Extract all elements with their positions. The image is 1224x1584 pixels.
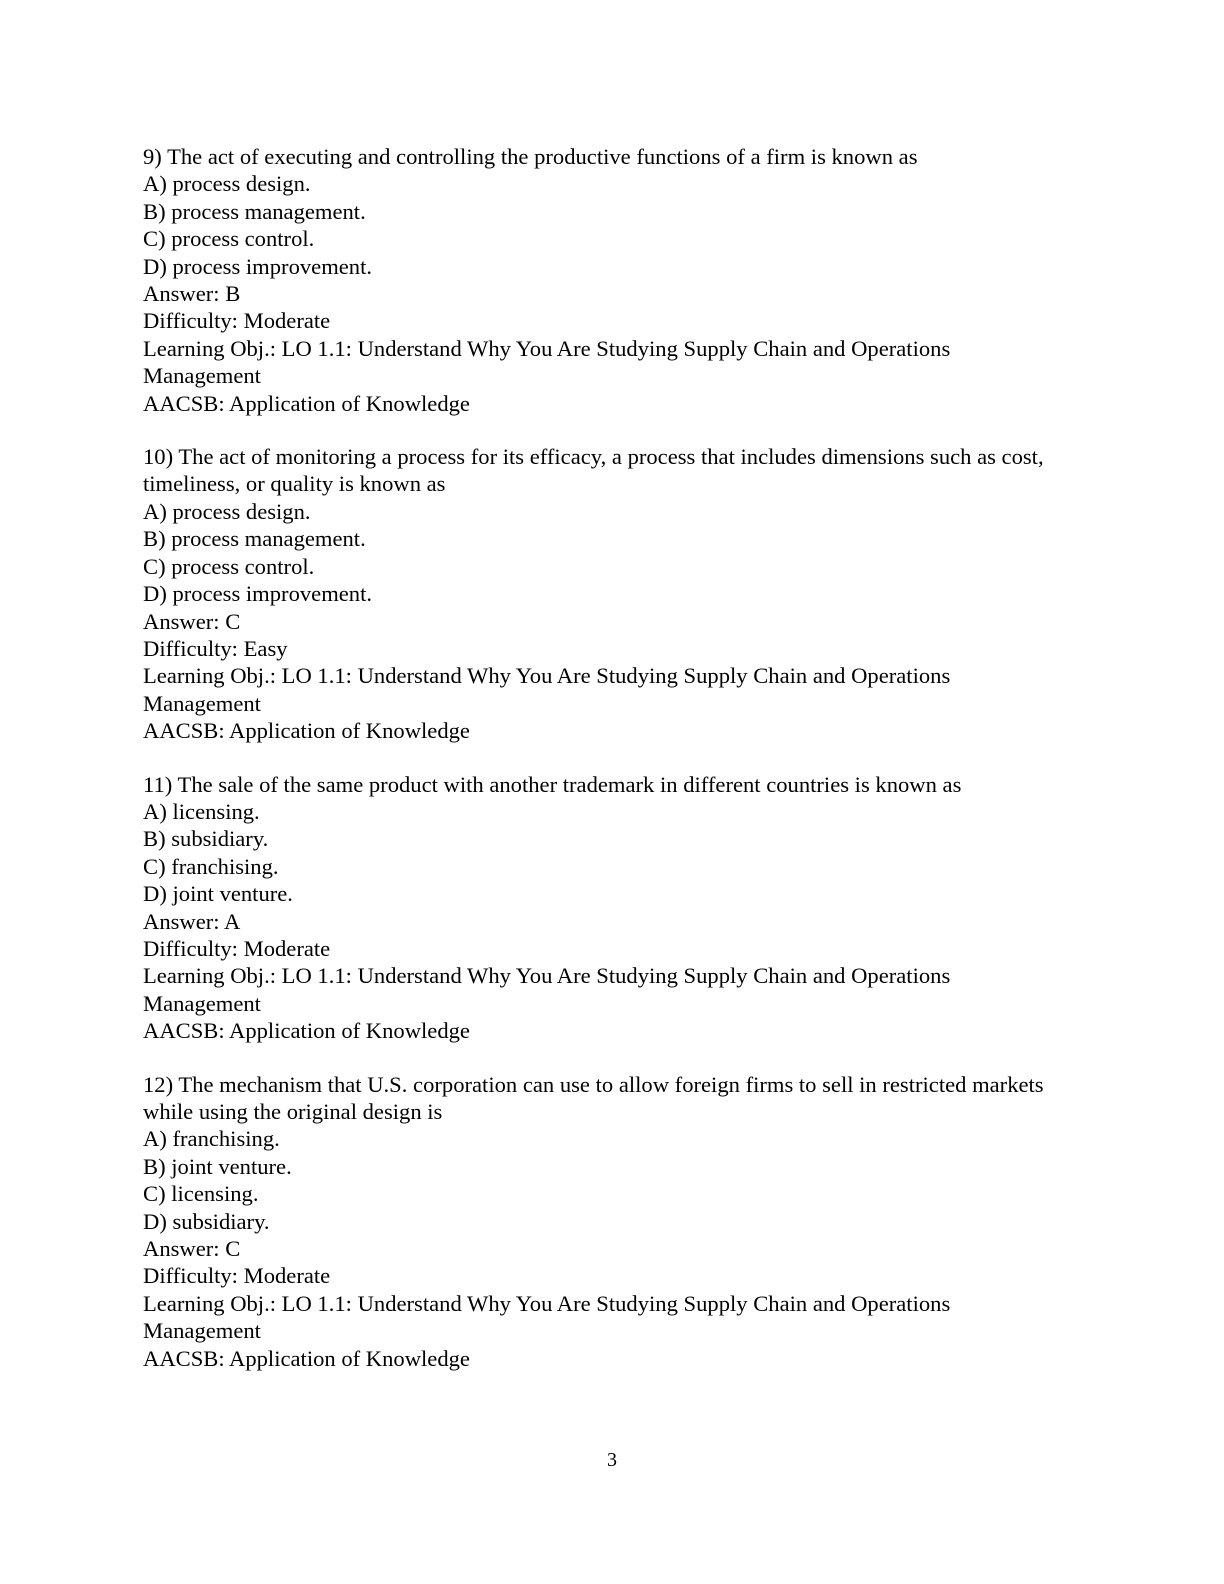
question-number: 10) — [143, 444, 174, 470]
question-text: The act of executing and controlling the productive functions of a firm is known as — [167, 144, 918, 169]
option-c: C) franchising. — [143, 853, 279, 879]
question-10 — [143, 443, 1063, 744]
option-d: D) subsidiary. — [143, 1208, 270, 1234]
option-b: B) subsidiary. — [143, 826, 269, 852]
question-list — [143, 143, 1063, 1398]
option-a: A) franchising. — [143, 1126, 280, 1152]
option-b: B) process management. — [143, 526, 366, 552]
difficulty: Difficulty: Moderate — [143, 308, 331, 334]
option-c: C) licensing. — [143, 1181, 259, 1207]
aacsb: AACSB: Application of Knowledge — [143, 1018, 470, 1044]
aacsb: AACSB: Application of Knowledge — [143, 1345, 470, 1371]
learning-objective: Learning Obj.: LO 1.1: Understand Why You Are Studying Supply Chain and Operations Management — [143, 335, 951, 389]
learning-objective: Learning Obj.: LO 1.1: Understand Why You Are Studying Supply Chain and Operations Management — [143, 963, 951, 1016]
question-stem — [143, 771, 1063, 798]
option-d: D) process improvement. — [143, 581, 373, 607]
question-text: The act of monitoring a process for its efficacy, a process that includes dimensions such as cost, timeliness, or quality is known as — [143, 444, 1044, 497]
answer: Answer: A — [143, 908, 241, 934]
question-stem — [143, 1071, 1063, 1126]
page-number: 3 — [607, 1449, 617, 1471]
question-11 — [143, 771, 1063, 1045]
question-9 — [143, 143, 1063, 417]
question-text: The sale of the same product with another trademark in different countries is known as — [177, 771, 962, 797]
question-number: 12) — [143, 1071, 174, 1097]
learning-objective: Learning Obj.: LO 1.1: Understand Why You Are Studying Supply Chain and Operations Management — [143, 1290, 951, 1344]
option-d: D) joint venture. — [143, 881, 293, 907]
question-12 — [143, 1071, 1063, 1372]
question-number: 11) — [143, 771, 173, 797]
answer: Answer: C — [143, 1236, 241, 1262]
option-c: C) process control. — [143, 553, 315, 579]
difficulty: Difficulty: Moderate — [143, 935, 331, 961]
question-stem — [143, 143, 1063, 170]
question-stem — [143, 443, 1063, 498]
difficulty: Difficulty: Moderate — [143, 1263, 331, 1289]
answer: Answer: B — [143, 281, 241, 307]
difficulty: Difficulty: Easy — [143, 635, 288, 661]
aacsb: AACSB: Application of Knowledge — [143, 390, 470, 416]
aacsb: AACSB: Application of Knowledge — [143, 718, 470, 744]
question-number: 9) — [143, 144, 162, 169]
answer: Answer: C — [143, 608, 241, 634]
option-d: D) process improvement. — [143, 253, 373, 279]
option-b: B) joint venture. — [143, 1153, 292, 1179]
learning-objective: Learning Obj.: LO 1.1: Understand Why You Are Studying Supply Chain and Operations Management — [143, 663, 951, 716]
option-a: A) licensing. — [143, 798, 260, 824]
question-text: The mechanism that U.S. corporation can use to allow foreign firms to sell in restricted markets while using the original design is — [143, 1071, 1044, 1124]
option-a: A) process design. — [143, 171, 311, 197]
option-b: B) process management. — [143, 198, 366, 224]
option-a: A) process design. — [143, 498, 311, 524]
option-c: C) process control. — [143, 226, 315, 252]
